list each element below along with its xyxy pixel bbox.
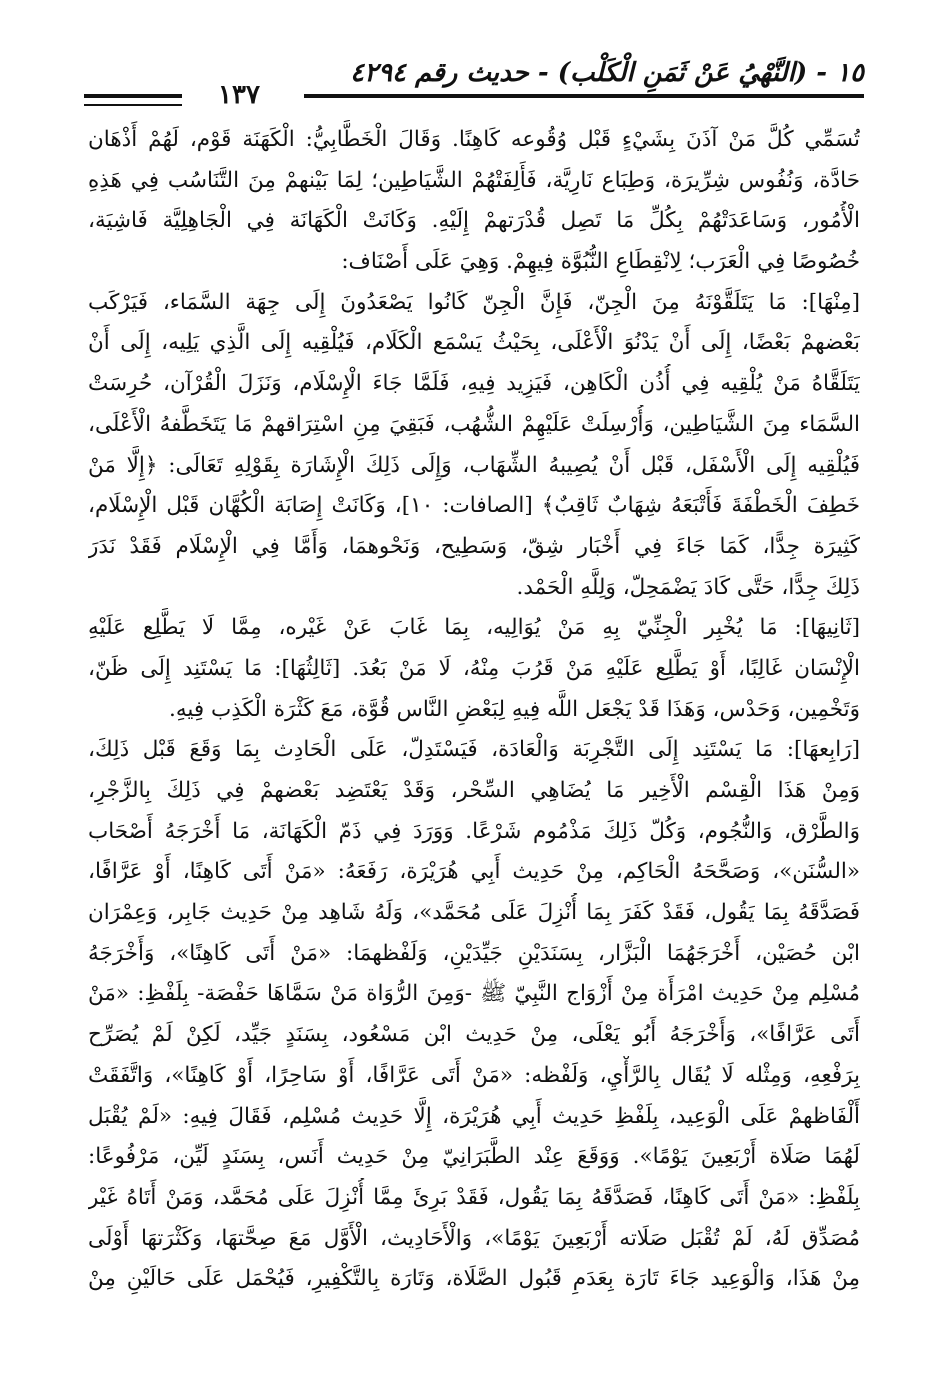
text-line: «السُّنَن»، وَصَحَّحَهُ الْحَاكِم، مِنْ حَدِيث أَبِي هُرَيْرَة، رَفَعَهُ: «مَنْ أَتَى كَاهِنًا، أَوْ عَرَّافًا، (88, 859, 860, 885)
page-header (84, 52, 864, 112)
text-line: الْإِنْسَان غَالِبًا، أَوْ يَطَّلِع عَلَيْهِ مَنْ قَرُبَ مِنْهُ، لَا مَنْ بَعُدَ. [ثَالِثُهَا]: مَا يَسْتَنِد إِلَى ظَنّ، (88, 655, 860, 681)
page-number-rule (84, 94, 182, 98)
text-line: كَثِيرَة جِدًّا، كَمَا جَاءَ فِي أَخْبَار شِقّ، وَسَطِيح، وَنَحْوهمَا، وَأَمَّا فِي الْإِسْلَام فَقَدْ نَدَرَ (88, 533, 860, 559)
text-line: يَتَلَقَّاهُ مَنْ يُلْقِيه فِي أُذُن الْكَاهِن، فَيَزِيد فِيهِ، فَلَمَّا جَاءَ الْإِسْلَام، وَنَزَلَ الْقُرْآن، حُرِسَتْ (88, 371, 860, 397)
text-line: وَتَخْمِين، وَحَدْس، وَهَذَا قَدْ يَجْعَل اللَّه فِيهِ لِبَعْضِ النَّاس قُوَّة، مَعَ كَثْرَة الْكَذِب فِيهِ. (169, 696, 860, 722)
page-number-rule-lower (84, 104, 182, 106)
text-line: حَادَّة، وَنُفُوس شِرِّيرَة، وَطِبَاع نَارِيَّة، فَأَلِفَتْهُمْ الشَّيَاطِين؛ لِمَا بَيْنهمْ مِنَ التَّنَاسُب فِي هَذِهِ (88, 167, 860, 193)
text-line: [ثَانِيهَا]: مَا يُخْبِر الْجِنِّيّ بِهِ مَنْ يُوَالِيه، بِمَا غَابَ عَنْ غَيْره، مِمَّا لَا يَطَّلِع عَلَيْهِ (88, 615, 860, 641)
text-line: بِرَفْعِهِ، وَمِثْله لَا يُقَال بِالرَّأْيِ، وَلَفْظه: «مَنْ أَتَى عَرَّافًا، أَوْ سَاحِرًا، أَوْ كَاهِنًا»، وَاتَّفَقَتْ (88, 1062, 860, 1088)
text-line: فَيُلْقِيه إِلَى الْأَسْفَل، قَبْل أَنْ يُصِيبهُ الشِّهَاب، وَإِلَى ذَلِكَ الْإِشَارَة بِقَوْلِهِ تَعَالَى: ﴿إِلَّا مَنْ (88, 452, 860, 478)
text-line: خَطِفَ الْخَطْفَةَ فَأَتْبَعَهُ شِهَابٌ ثَاقِبٌ﴾ [الصافات: ١٠]، وَكَانَتْ إِصَابَة الْكُهَّان قَبْل الْإِسْلَام، (88, 493, 860, 519)
text-line: أَلْفَاظهمْ عَلَى الْوَعِيد، بِلَفْظِ حَدِيث أَبِي هُرَيْرَة، إِلَّا حَدِيث مُسْلِم، فَقَالَ فِيهِ: «لَمْ يُقْبَل (88, 1103, 860, 1129)
text-line: مُسْلِم مِنْ حَدِيث امْرَأَة مِنْ أَزْوَاج النَّبِيّ ﷺ -وَمِنَ الرُّوَاة مَنْ سَمَّاهَا حَفْصَة- بِلَفْظِ: «مَنْ (88, 981, 860, 1007)
text-line: مِنْ هَذَا، وَالْوَعِيد جَاءَ تَارَة بِعَدَمِ قَبُول الصَّلَاة، وَتَارَة بِالتَّكْفِيرِ، فَيُحْمَل عَلَى حَالَيْنِ مِنْ (88, 1266, 860, 1292)
text-line: [رَابِعهَا]: مَا يَسْتَنِد إِلَى التَّجْرِبَة وَالْعَادَة، فَيَسْتَدِلّ، عَلَى الْحَادِث بِمَا وَقَعَ قَبْل ذَلِكَ، (88, 737, 860, 763)
page-number: ١٣٧ (218, 80, 260, 110)
body-text (88, 120, 860, 1300)
text-line: [مِنْهَا]: مَا يَتَلَقَّوْنَهُ مِنَ الْجِنّ، فَإِنَّ الْجِنّ كَانُوا يَصْعَدُونَ إِلَى جِهَة السَّمَاء، فَيَرْكَب (88, 289, 860, 315)
text-line: أَتَى عَرَّافًا»، وَأَخْرَجَهُ أَبُو يَعْلَى، مِنْ حَدِيث ابْن مَسْعُود، بِسَنَدٍ جَيِّد، لَكِنْ لَمْ يُصَرِّح (88, 1022, 860, 1048)
text-line: الْأُمُور، وَسَاعَدَتْهُمْ بِكُلِّ مَا تَصِل قُدْرَتهمْ إِلَيْهِ. وَكَانَتْ الْكَهَانَة فِي الْجَاهِلِيَّة فَاشِيَة، (88, 208, 860, 234)
text-line: ذَلِكَ جِدًّا، حَتَّى كَادَ يَضْمَحِلّ، وَلِلَّهِ الْحَمْد. (516, 574, 860, 600)
text-line: لَهُمَا صَلَاة أَرْبَعِينَ يَوْمًا». وَوَقَعَ عِنْد الطَّبَرَانِيّ مِنْ حَدِيث أَنَس، بِسَنَدٍ لَيِّن، مَرْفُوعًا: (88, 1144, 860, 1170)
text-line: فَصَدَّقَهُ بِمَا يَقُول، فَقَدْ كَفَرَ بِمَا أُنْزِلَ عَلَى مُحَمَّد»، وَلَهُ شَاهِد مِنْ حَدِيث جَابِر، وَعِمْرَان (88, 900, 860, 926)
chapter-title: ١٥ - (النَّهْيُ عَنْ ثَمَنِ الْكَلْب) - حديث رقم ٤٢٩٤ (350, 58, 864, 88)
text-line: ابْن حُصَيْن، أَخْرَجَهُمَا الْبَزَّار، بِسَنَدَيْنِ جَيِّدَيْنِ، وَلَفْظهمَا: «مَنْ أَتَى كَاهِنًا»، وَأَخْرَجَهُ (88, 940, 860, 966)
text-line: مُصَدِّق لَهُ، لَمْ تُقْبَل صَلَاته أَرْبَعِينَ يَوْمًا»، وَالْأَحَادِيث، الْأَوَّل مَعَ صِحَّتهَا، وَكَثْرَتهَا أَوْلَى (88, 1225, 860, 1251)
text-line: خُصُوصًا فِي الْعَرَب؛ لِانْقِطَاعِ النُّبُوَّة فِيهِمْ. وَهِيَ عَلَى أَصْنَاف: (341, 249, 860, 275)
text-line: بَعْضهمْ بَعْضًا، إِلَى أَنْ يَدْنُوَ الْأَعْلَى، بِحَيْثُ يَسْمَع الْكَلَام، فَيُلْقِيه إِلَى الَّذِي يَلِيه، إِلَى أَنْ (88, 330, 860, 356)
text-line: وَمِنْ هَذَا الْقِسْم الْأَخِير مَا يُضَاهِي السِّحْر، وَقَدْ يَعْتَضِد بَعْضهمْ فِي ذَلِكَ بِالزَّجْرِ، (88, 778, 860, 803)
text-line: السَّمَاء مِنَ الشَّيَاطِين، وَأُرْسِلَتْ عَلَيْهِمْ الشُّهُب، فَبَقِيَ مِنِ اسْتِرَاقهمْ مَا يَتَخَطَّفهُ الْأَعْلَى، (88, 411, 860, 437)
header-rule (304, 94, 864, 98)
text-line: بِلَفْظِ: «مَنْ أَتَى كَاهِنًا، فَصَدَّقَهُ بِمَا يَقُول، فَقَدْ بَرِئَ مِمَّا أُنْزِلَ عَلَى مُحَمَّد، وَمَنْ أَتَاهُ غَيْر (88, 1184, 860, 1210)
text-line: وَالطَّرْق، وَالنُّجُوم، وَكُلّ ذَلِكَ مَذْمُوم شَرْعًا. وَوَرَدَ فِي ذَمّ الْكَهَانَة، مَا أَخْرَجَهُ أَصْحَاب (88, 818, 860, 844)
text-line: تُسَمِّي كُلَّ مَنْ آذَنَ بِشَيْءٍ قَبْل وُقُوعه كَاهِنًا. وَقَالَ الْخَطَّابِيُّ: الْكَهَنَة قَوْم، لَهُمْ أَذْهَان (88, 127, 860, 152)
